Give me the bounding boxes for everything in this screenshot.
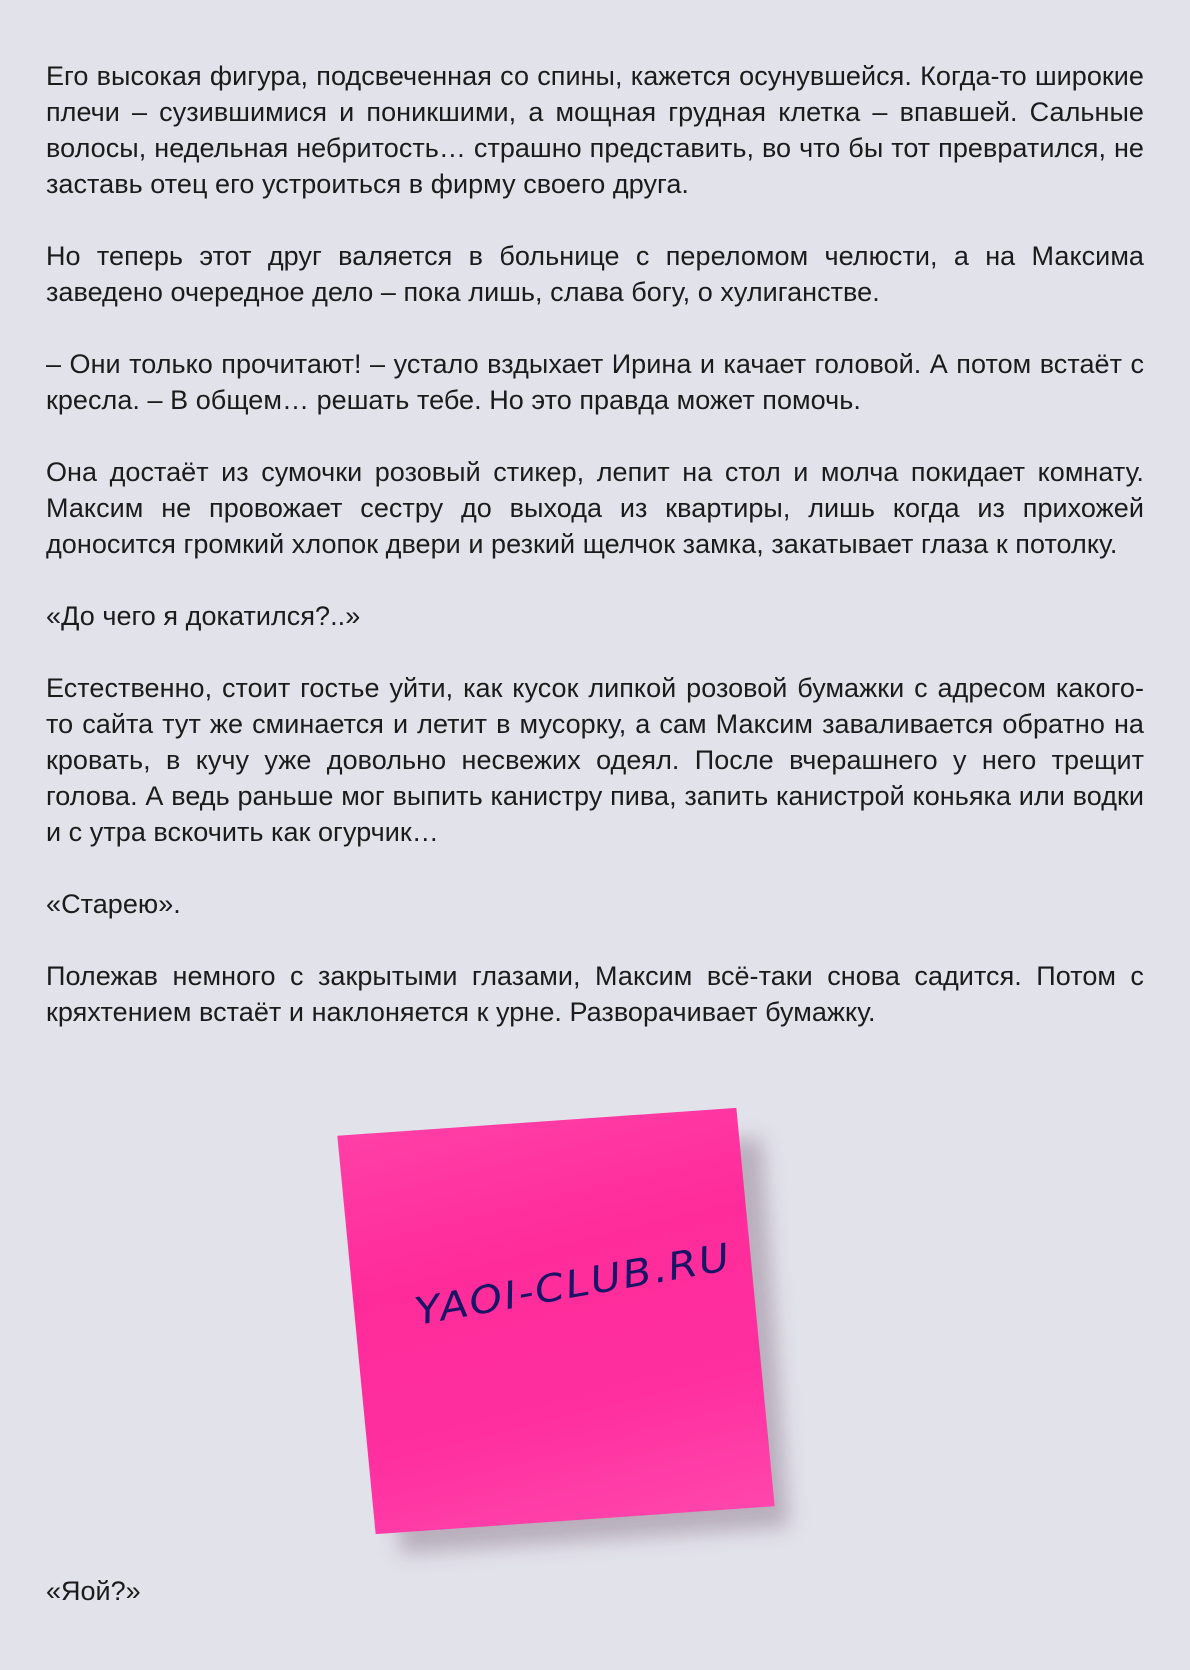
paragraph-8: Полежав немного с закрытыми глазами, Максим всё-таки снова садится. Потом с кряхтением встаёт и наклоняется к урне. Разворачивает бумажку. <box>46 961 1144 1027</box>
paragraph-1: Его высокая фигура, подсвеченная со спины, кажется осунувшейся. Когда-то широкие плечи – сузившимися и поникшими, а мощная грудная клетка – впавшей. Сальные волосы, недельная небритость… страшно представить, во что бы тот превратился, не заставь отец его устроиться в фирму своего друга. <box>46 61 1144 199</box>
paragraph-5: «До чего я докатился?..» <box>46 601 361 631</box>
paragraph-2: Но теперь этот друг валяется в больнице с переломом челюсти, а на Максима заведено очередное дело – пока лишь, слава богу, о хулиганстве. <box>46 241 1144 307</box>
paragraph-3: – Они только прочитают! – устало вздыхает Ирина и качает головой. А потом встаёт с кресла. – В общем… решать тебе. Но это правда может помочь. <box>46 349 1144 415</box>
paragraph-7: «Старею». <box>46 889 181 919</box>
paragraph-6: Естественно, стоит гостье уйти, как кусок липкой розовой бумажки с адресом какого-то сайта тут же сминается и летит в мусорку, а сам Максим заваливается обратно на кровать, в кучу уже довольно несвежих одеял. После вчерашнего у него трещит голова. А ведь раньше мог выпить канистру пива, запить канистрой коньяка или водки и с утра вскочить как огурчик… <box>46 673 1144 847</box>
story-text <box>46 58 1144 1066</box>
paragraph-4: Она достаёт из сумочки розовый стикер, лепит на стол и молча покидает комнату. Максим не провожает сестру до выхода из квартиры, лишь когда из прихожей доносится громкий хлопок двери и резкий щелчок замка, закатывает глаза к потолку. <box>46 457 1144 559</box>
final-line: «Яой?» <box>46 1576 141 1606</box>
sticky-note-text: YAOI-CLUB.RU <box>411 1234 736 1334</box>
sticky-note-illustration <box>356 1121 776 1541</box>
sticky-note <box>337 1108 774 1534</box>
